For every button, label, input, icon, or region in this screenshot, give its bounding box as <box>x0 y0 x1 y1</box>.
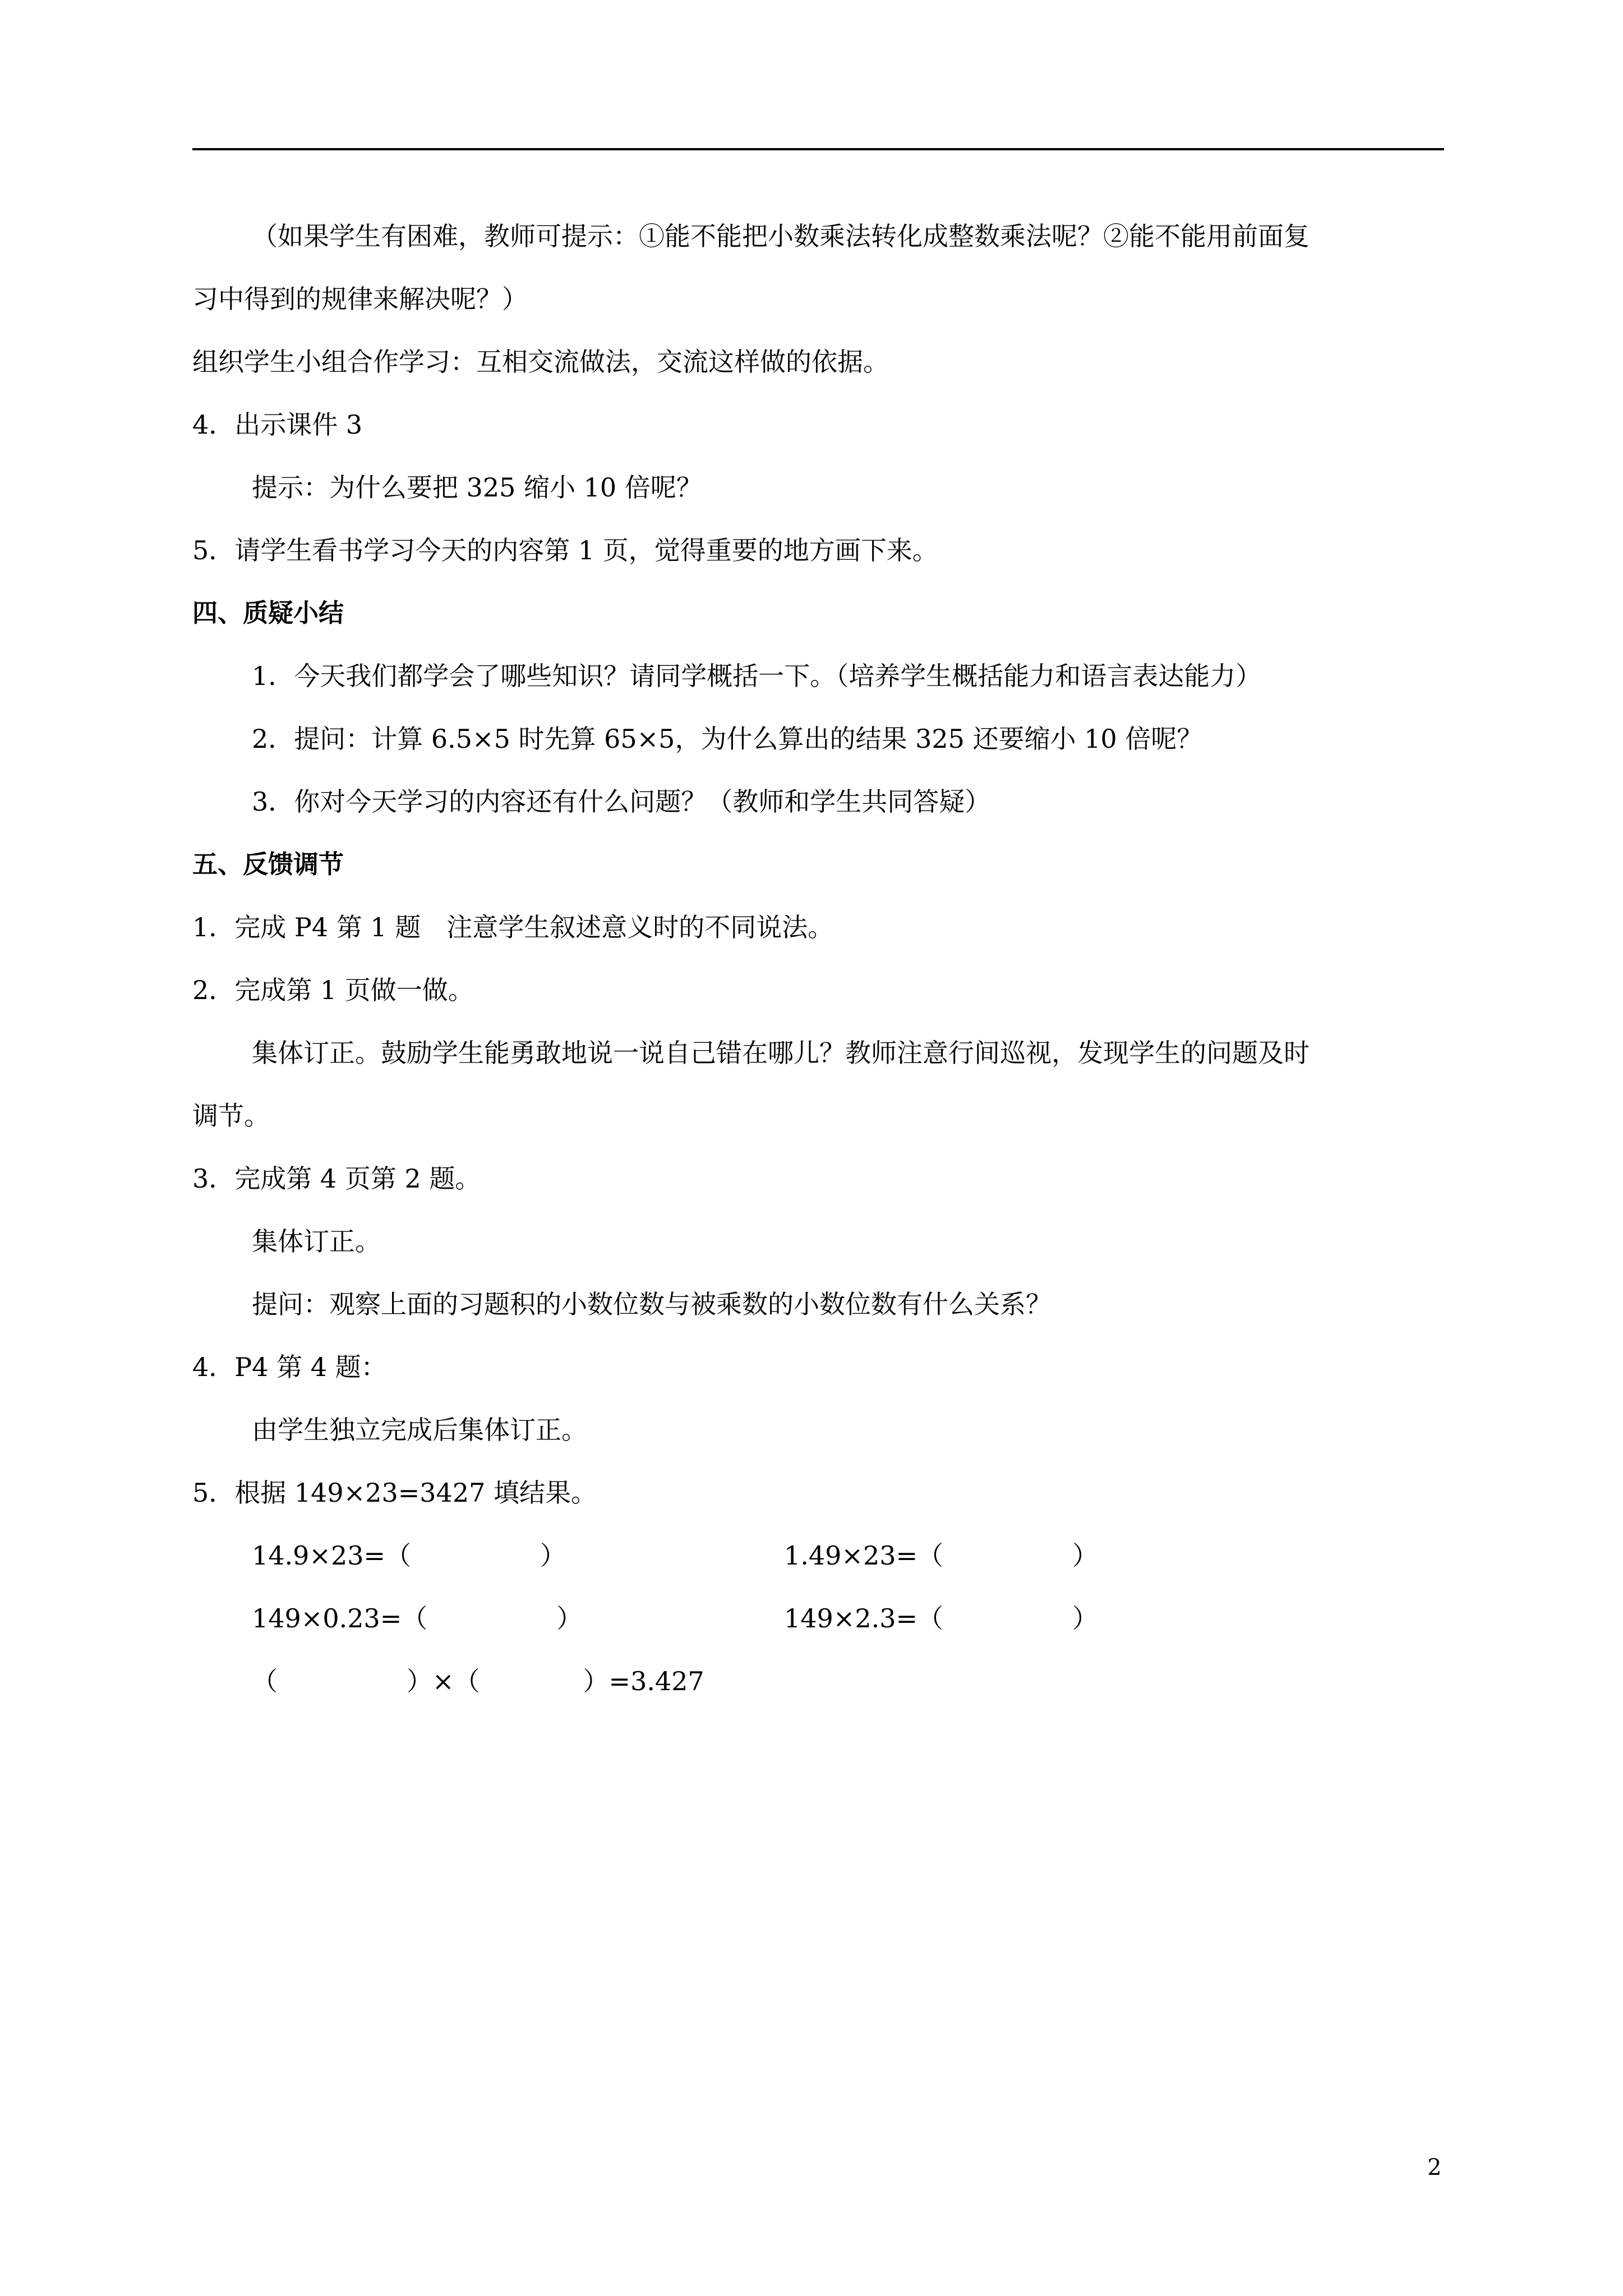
feedback-item-3-question: 提问：观察上面的习题积的小数位数与被乘数的小数位数有什么关系？ <box>252 1289 1052 1319</box>
summary-item-3: 3．你对今天学习的内容还有什么问题？（教师和学生共同答疑） <box>252 786 991 817</box>
header-rule <box>192 148 1444 150</box>
group-study-line: 组织学生小组合作学习：互相交流做法，交流这样做的依据。 <box>192 347 889 377</box>
feedback-item-2-detail-line-1: 集体订正。鼓励学生能勇敢地说一说自己错在哪儿？教师注意行间巡视，发现学生的问题及时 <box>252 1038 1310 1068</box>
feedback-item-3-correction: 集体订正。 <box>252 1226 381 1257</box>
exercise-1-49x23: 1.49×23=（ ） <box>784 1540 1099 1571</box>
summary-item-2: 2．提问：计算 6.5×5 时先算 65×5，为什么算出的结果 325 还要缩小 10 倍呢？ <box>252 724 1203 754</box>
feedback-item-4-detail: 由学生独立完成后集体订正。 <box>252 1415 587 1445</box>
section-heading-summary: 四、质疑小结 <box>192 598 344 628</box>
step-4-courseware: 4．出示课件 3 <box>192 409 363 440</box>
page-number: 2 <box>1427 2155 1442 2180</box>
exercise-149x2-3: 149×2.3=（ ） <box>784 1603 1099 1634</box>
feedback-item-2-detail-line-2: 调节。 <box>192 1101 270 1131</box>
hint-paragraph-line-1: （如果学生有困难，教师可提示：①能不能把小数乘法转化成整数乘法呢？②能不能用前面复 <box>252 221 1310 251</box>
exercise-14-9x23: 14.9×23=（ ） <box>252 1540 566 1571</box>
section-heading-feedback: 五、反馈调节 <box>192 849 344 879</box>
summary-item-1: 1．今天我们都学会了哪些知识？请同学概括一下。（培养学生概括能力和语言表达能力） <box>252 661 1262 691</box>
step-5-read-book: 5．请学生看书学习今天的内容第 1 页，觉得重要的地方画下来。 <box>192 535 938 565</box>
step-4-hint: 提示：为什么要把 325 缩小 10 倍呢？ <box>252 472 702 503</box>
feedback-item-4: 4．P4 第 4 题： <box>192 1352 387 1382</box>
feedback-item-2: 2．完成第 1 页做一做。 <box>192 975 474 1005</box>
hint-paragraph-line-2: 习中得到的规律来解决呢？） <box>192 284 528 314</box>
feedback-item-5: 5．根据 149×23=3427 填结果。 <box>192 1478 597 1508</box>
exercise-blank-product: （ ）×（ ）=3.427 <box>252 1666 704 1696</box>
feedback-item-1: 1．完成 P4 第 1 题 注意学生叙述意义时的不同说法。 <box>192 912 834 942</box>
exercise-149x0-23: 149×0.23=（ ） <box>252 1603 583 1634</box>
feedback-item-3: 3．完成第 4 页第 2 题。 <box>192 1163 481 1194</box>
